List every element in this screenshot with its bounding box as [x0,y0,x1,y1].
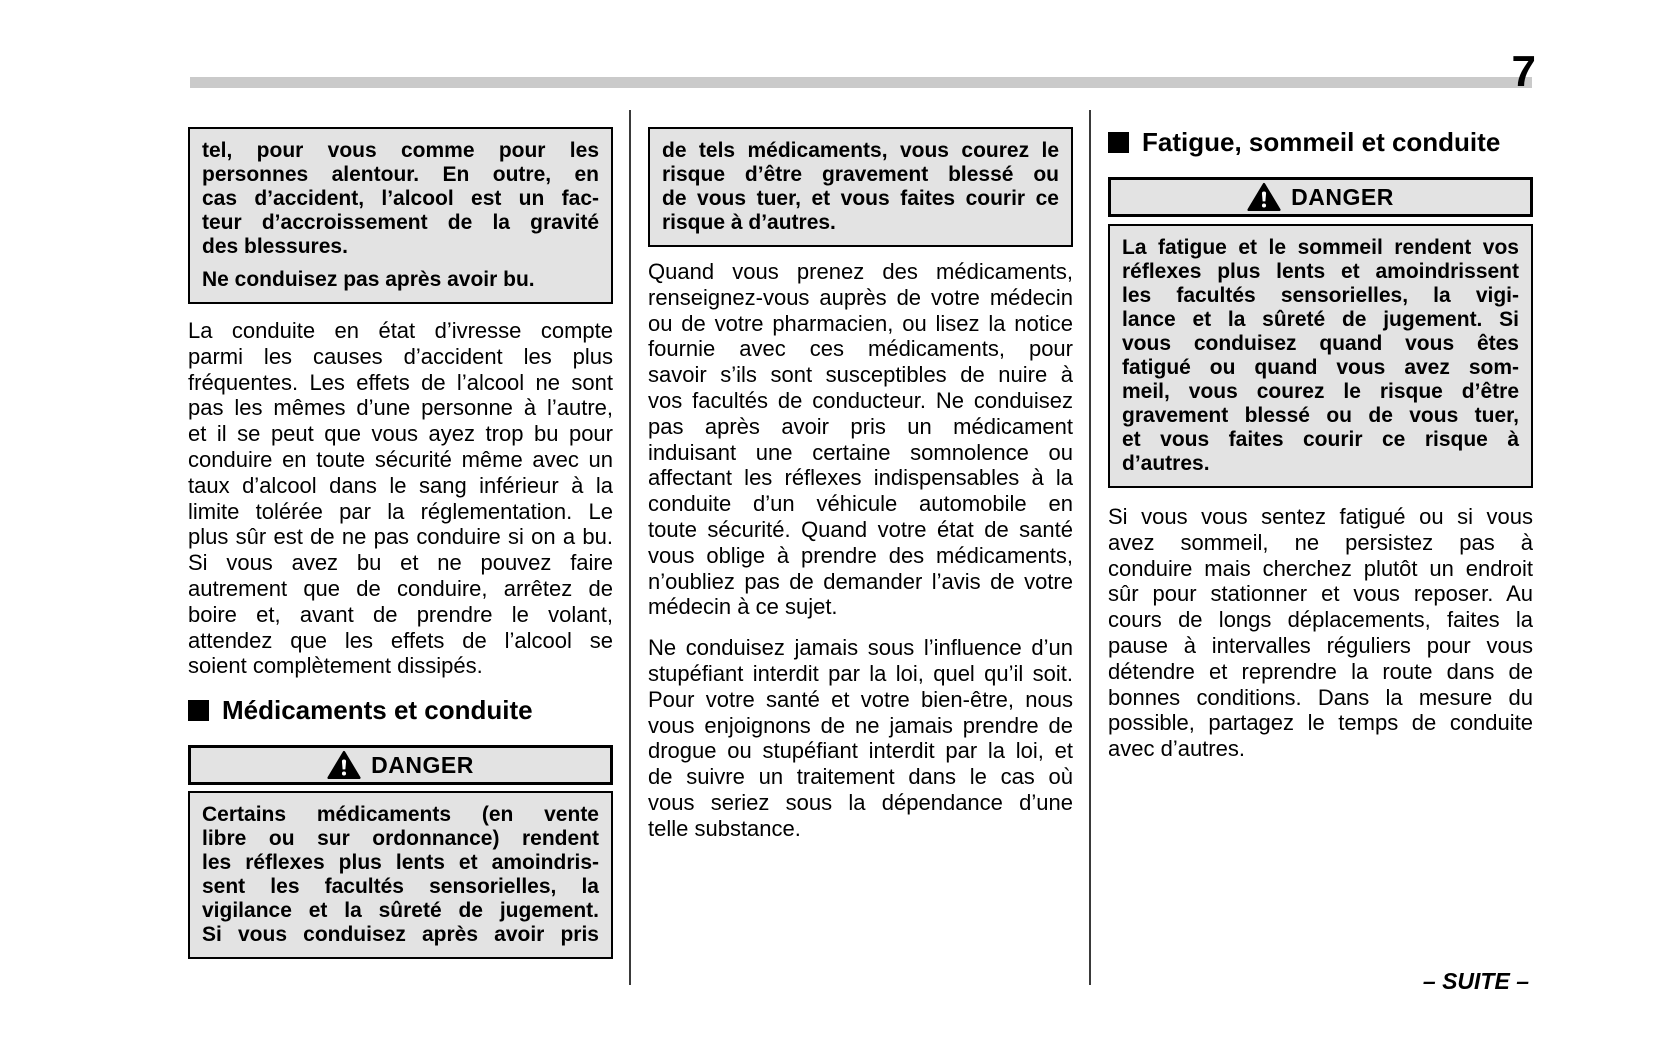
black-square-icon [188,700,209,721]
danger-header [188,745,613,785]
warning-paragraph: de tels médicaments, vous courez le risque d’être gravement blessé ou de vous tuer, et vous faites courir ce risque à d’autres. [662,139,1059,234]
warning-paragraph: Ne conduisez pas après avoir bu. [202,268,535,291]
danger-label: DANGER [371,751,474,778]
warning-text-box [1108,224,1533,488]
warning-paragraph: Certains médicaments (en vente libre ou sur ordonnance) rendent les réflexes plus lents et amoindris- sent les facultés sensorielles, la vigilance et la sûreté de jugement. Si vous conduisez après avoir pris [202,803,599,947]
column-divider [1089,110,1091,985]
warning-text-box [188,127,613,304]
warning-paragraph: La fatigue et le sommeil rendent vos réflexes plus lents et amoindrissent les facultés sensorielles, la vigi- lance et la sûreté de jugement. Si vous conduisez quand vous êtes fatigué ou quand vous avez som- meil, vous courez le risque d’être gravement blessé ou de vous tuer, et vous faites courir ce risque à d’autres. [1122,236,1519,475]
warning-triangle-icon [327,750,361,780]
page-number: 7 [1511,47,1536,96]
danger-label: DANGER [1291,183,1394,210]
warning-paragraph: tel, pour vous comme pour les personnes alentour. En outre, en cas d’accident, l’alcool est un fac- teur d’accroissement de la gravité des blessures. [202,139,599,258]
header-rule [190,77,1532,88]
column-middle [648,127,1073,842]
section-heading-label: Fatigue, sommeil et conduite [1142,127,1501,157]
column-left [188,127,613,959]
body-paragraph: La conduite en état d’ivresse compte parmi les causes d’accident les plus fréquentes. Les effets de l’alcool ne sont pas les mêmes d’une personne à l’autre, et il se peut que vous ayez trop bu pour conduire en toute sécurité même avec un taux d’alcool dans le sang inférieur à la limite tolérée par la réglementation. Le plus sûr est de ne pas conduire si on a bu. Si vous avez bu et ne pouvez faire autrement que de conduire, arrêtez de boire et, avant de prendre le volant, attendez que les effets de l’alcool se soient complètement dissipés. [188,318,613,679]
section-heading [1108,127,1533,157]
body-paragraph: Si vous vous sentez fatigué ou si vous avez sommeil, ne persistez pas à conduire mais cherchez plutôt un endroit sûr pour stationner et vous reposer. Au cours de longs déplacements, faites la pause à intervalles réguliers pour vous détendre et reprendre la route dans de bonnes conditions. Dans la mesure du possible, partagez le temps de conduite avec d’autres. [1108,504,1533,762]
warning-triangle-icon [1247,182,1281,212]
black-square-icon [1108,132,1129,153]
warning-text-box [648,127,1073,247]
danger-header [1108,177,1533,217]
section-heading [188,695,613,725]
body-paragraph: Quand vous prenez des médicaments, renseignez-vous auprès de votre médecin ou de votre pharmacien, ou lisez la notice fournie avec ces médicaments, pour savoir s’ils sont susceptibles de nuire à vos facultés de conducteur. Ne conduisez pas après avoir pris un médicament induisant une certaine somnolence ou affectant les réflexes indispensables à la conduite d’un véhicule automobile en toute sécurité. Quand votre état de santé vous oblige à prendre des médicaments, n’oubliez pas de demander l’avis de votre médecin à ce sujet. [648,259,1073,620]
column-right [1108,127,1533,762]
body-paragraph: Ne conduisez jamais sous l’influence d’un stupéfiant interdit par la loi, quel qu’il soit. Pour votre santé et votre bien-être, nous vous enjoignons de ne jamais prendre de drogue ou stupéfiant interdit par la loi, et de suivre un traitement dans le cas où vous seriez sous la dépendance d’une telle substance. [648,635,1073,841]
warning-text-box [188,791,613,959]
continuation-marker: – SUITE – [1422,968,1529,994]
column-divider [629,110,631,985]
section-heading-label: Médicaments et conduite [222,695,533,726]
